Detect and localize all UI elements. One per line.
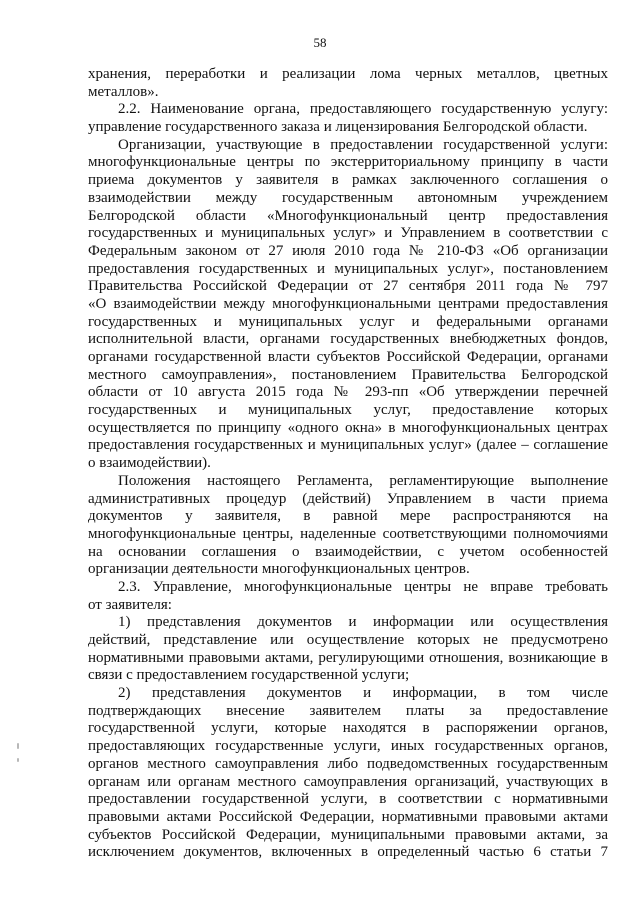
text-line: Организации, участвующие в предоставлении государственной услуги: [118,136,608,153]
scan-speck [17,743,19,749]
text-line: Положения настоящего Регламента, регламентирующие выполнение [118,472,608,489]
text-line: организации деятельности многофункциональных центров. [88,561,470,578]
text-line: на основании соглашения о взаимодействии, с учетом особенностей [88,543,608,560]
text-line: органам или органам местного самоуправления организаций, участвующих в [88,773,608,790]
text-line: государственных и муниципальных услуг» и Управлением в соответствии с [88,225,608,242]
text-line: местного самоуправления», постановлением Правительства Белгородской [88,366,608,383]
text-line: исключением документов, включенных в определенный частью 6 статьи 7 [88,844,608,861]
text-line: Федеральным законом от 27 июля 2010 года № 210-ФЗ «Об организации [88,242,608,259]
text-line: 2.3. Управление, многофункциональные центры не вправе требовать [118,578,608,595]
text-line: взаимодействии между государственным автономным учреждением [88,189,608,206]
text-line: документов у заявителя, в равной мере распространяются на [88,508,608,525]
text-line: области от 10 августа 2015 года № 293-пп «Об утверждении перечней [88,384,608,401]
text-line: Белгородской области «Многофункциональный центр предоставления [88,207,608,224]
text-line: Правительства Российской Федерации от 27 сентября 2011 года № 797 [88,278,608,295]
text-line: о взаимодействии). [88,455,211,472]
text-line: действий, представление или осуществление которых не предусмотрено [88,632,608,648]
text-line: исполнительной власти, органами государственных внебюджетных фондов, [88,331,608,348]
text-line: государственных и муниципальных услуг, предоставление которых [88,402,608,419]
text-line: металлов». [88,83,159,100]
text-line: предоставления государственных и муниципальных услуг», постановлением [88,260,608,277]
page-number: 58 [313,35,327,50]
text-line: 2.2. Наименование органа, предоставляющего государственную услугу: [118,101,608,118]
text-line: органами государственной власти субъектов Российской Федерации, органами [88,349,608,365]
text-line: от заявителя: [88,596,172,613]
scan-speck [17,758,19,762]
text-line: связи с предоставлением государственной услуги; [88,667,410,684]
text-line: предоставляющих государственные услуги, иных государственных органов, [88,738,608,755]
text-line: многофункциональные центры, наделенные соответствующими полномочиями [88,525,608,542]
text-line: нормативными правовыми актами, регулирующими отношения, возникающие в [88,649,608,666]
text-line: хранения, переработки и реализации лома черных металлов, цветных [88,66,608,82]
text-line: предоставления государственных и муниципальных услуг» (далее – соглашение [88,437,608,454]
text-line: предоставлении государственной услуги, в соответствии с нормативными [88,791,608,808]
text-line: подтверждающих внесение заявителем платы за предоставление [88,702,608,719]
text-line: государственных и муниципальных услуг и федеральными органами [88,313,608,330]
text-line: органов местного самоуправления либо подведомственных государственным [88,755,608,772]
text-line: 1) представления документов и информации или осуществления [118,614,608,631]
text-line: правовыми актами Российской Федерации, нормативными правовыми актами [88,808,608,825]
text-line: управление государственного заказа и лицензирования Белгородской области. [88,119,588,136]
document-body [88,66,608,862]
text-line: «О взаимодействии между многофункциональными центрами предоставления [88,295,608,312]
text-line: приема документов у заявителя в рамках заключенного соглашения о [88,172,608,189]
text-line: 2) представления документов и информации, в том числе [118,685,608,702]
text-line: многофункциональные центры по экстерриториальному принципу в части [88,154,608,171]
text-line: осуществляется по принципу «одного окна» в многофункциональных центрах [88,419,608,436]
text-line: субъектов Российской Федерации, муниципальными правовыми актами, за [88,826,608,843]
text-line: административных процедур (действий) Управлением в части приема [88,490,608,507]
text-line: государственной услуги, которые находятся в распоряжении органов, [88,720,608,737]
